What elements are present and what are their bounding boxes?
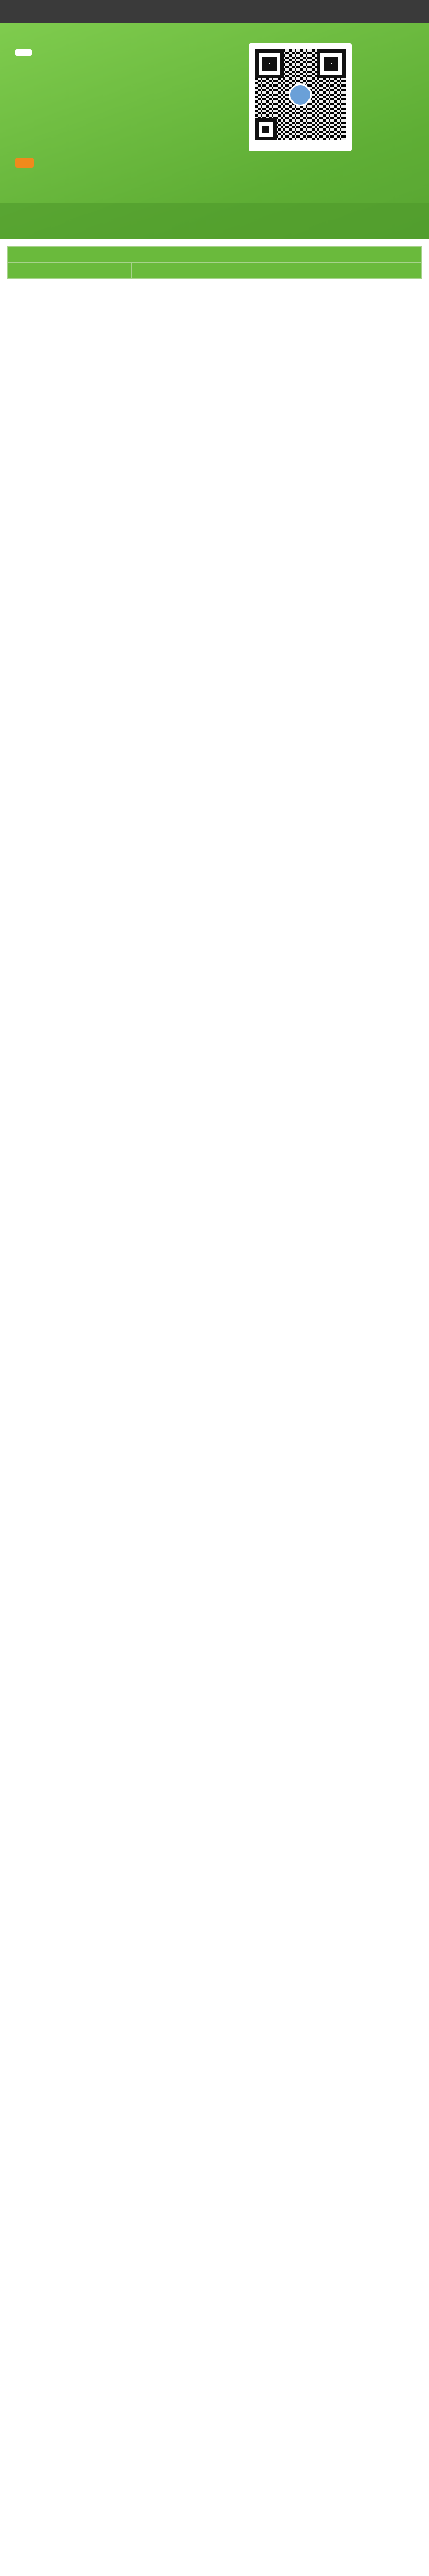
- avatar: [289, 83, 312, 106]
- header-area: [8, 263, 44, 278]
- content: [0, 246, 429, 279]
- date-tag: [15, 49, 32, 56]
- hero-banner: [0, 23, 429, 239]
- qr-cta-button[interactable]: [15, 158, 34, 168]
- price-table-grid: [8, 262, 421, 278]
- qr-eye: [255, 118, 277, 140]
- qr-code-card[interactable]: [249, 43, 352, 151]
- header-info: [209, 263, 421, 278]
- site-header: [0, 0, 429, 23]
- table-title: [8, 247, 421, 262]
- price-table: [7, 246, 422, 279]
- header-name: [44, 263, 132, 278]
- header-price: [132, 263, 209, 278]
- table-header-row: [8, 263, 421, 278]
- qr-code-icon: [255, 49, 346, 140]
- hero-stripe: [0, 203, 429, 239]
